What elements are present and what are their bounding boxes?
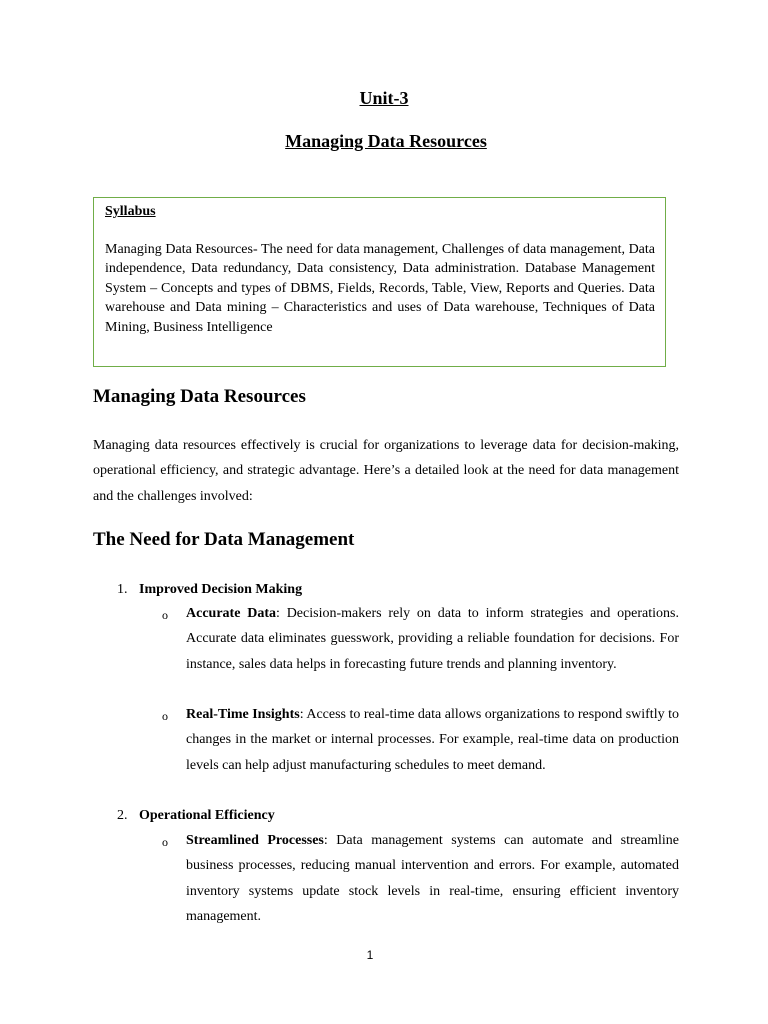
sub-item-term: Real-Time Insights [186, 707, 300, 722]
syllabus-heading: Syllabus [105, 204, 156, 219]
bullet-icon: o [162, 835, 168, 849]
list-item-title: Improved Decision Making [139, 582, 303, 597]
unit-title: Unit-3 [359, 88, 409, 108]
document-title: Managing Data Resources [285, 131, 487, 151]
syllabus-box [93, 197, 666, 367]
sub-item-real-time-insights [186, 702, 679, 778]
list-item-title: Operational Efficiency [139, 808, 275, 823]
sub-item-term: Accurate Data [186, 606, 276, 621]
list-item-number: 2. [117, 808, 128, 823]
page-number: 1 [366, 948, 374, 962]
syllabus-text: Managing Data Resources- The need for data management, Challenges of data management, Data independence, Data redundancy, Data consistency, Data administration. Database Management System – Concepts and types of DBMS, Fields, Records, Table, View, Reports and Queries. Data warehouse and Data mining – Characteristics and uses of Data warehouse, Techniques of Data Mining, Business Intelligence [105, 242, 655, 335]
sub-item-accurate-data [186, 601, 679, 677]
sub-item-streamlined-processes [186, 828, 679, 929]
list-item-number: 1. [117, 582, 128, 597]
sub-item-text: : Decision-makers rely on data to inform strategies and operations. Accurate data eliminates guesswork, providing a reliable foundation for decisions. For instance, sales data helps in forecasting future trends and planning inventory. [186, 606, 679, 672]
sub-item-term: Streamlined Processes [186, 833, 324, 848]
section-heading-managing-data-resources: Managing Data Resources [93, 386, 306, 407]
sub-item-text: : Access to real-time data allows organizations to respond swiftly to changes in the market or internal processes. For example, real-time data on production levels can help adjust manufacturing schedules to meet demand. [186, 707, 679, 773]
bullet-icon: o [162, 709, 168, 723]
section-heading-need-for-data-management: The Need for Data Management [93, 529, 355, 550]
bullet-icon: o [162, 608, 168, 622]
sub-item-text: : Data management systems can automate and streamline business processes, reducing manual intervention and errors. For example, automated inventory systems update stock levels in real-time, ensuring efficient inventory management. [186, 833, 679, 924]
intro-paragraph: Managing data resources effectively is crucial for organizations to leverage data for decision-making, operational efficiency, and strategic advantage. Here’s a detailed look at the need for data management and the challenges involved: [93, 438, 679, 504]
